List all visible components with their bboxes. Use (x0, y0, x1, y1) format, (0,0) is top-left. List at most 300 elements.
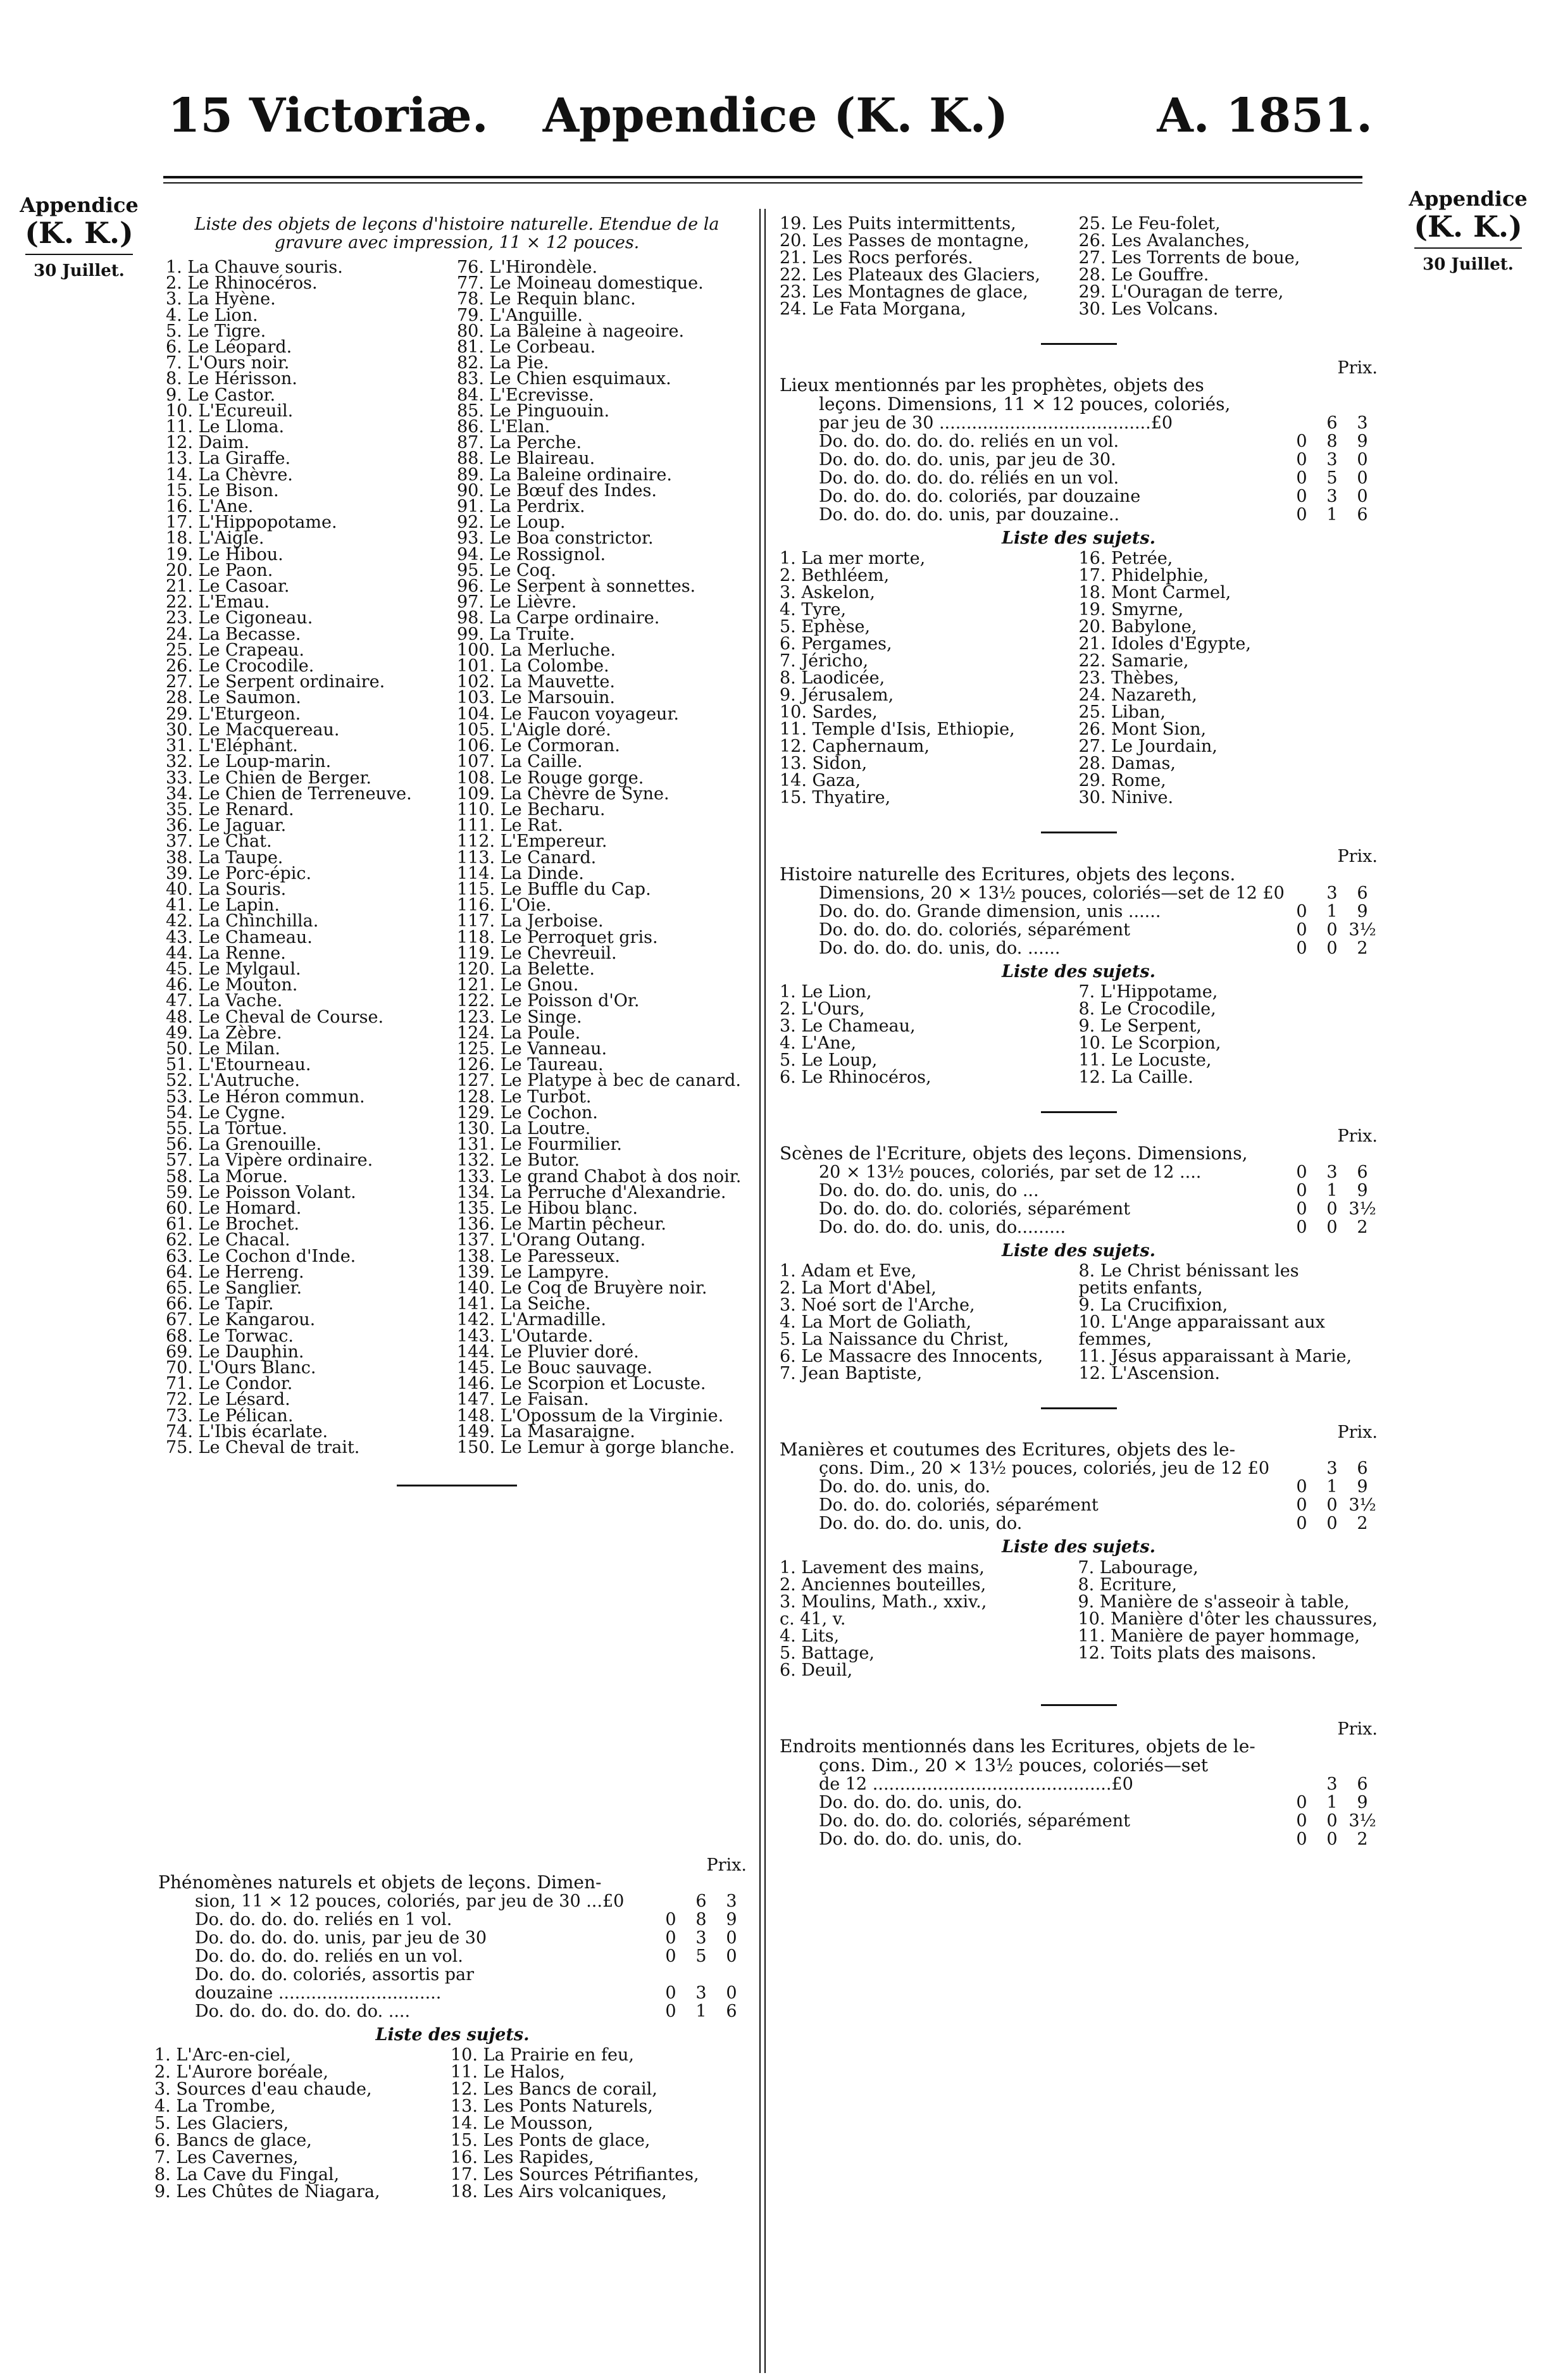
list-item: 27. Le Jourdain, (1078, 737, 1218, 757)
section-rule (1041, 1111, 1117, 1113)
list-item: 1. L'Arc-en-ciel, (154, 2045, 291, 2065)
list-item: 38. La Taupe. (166, 847, 283, 868)
list-item: 40. La Souris. (166, 879, 287, 899)
list-item: 60. Le Homard. (166, 1198, 302, 1218)
list-item: 14. Le Mousson, (451, 2114, 594, 2134)
list-item: 52. L'Autruche. (166, 1071, 300, 1091)
list-item: 7. Les Cavernes, (154, 2148, 299, 2168)
price-value: 0 (1296, 901, 1307, 921)
list-item: 81. Le Corbeau. (457, 337, 596, 358)
price-value: 0 (665, 1910, 676, 1930)
column-divider-2 (764, 209, 766, 2373)
list-item: 12. Toits plats des maisons. (1078, 1643, 1317, 1663)
list-item: 72. Le Lésard. (166, 1390, 290, 1410)
list-item: 28. Le Saumon. (166, 688, 301, 708)
price-value: 3½ (1349, 1199, 1376, 1219)
price-value: 6 (695, 1891, 707, 1912)
price-row (819, 451, 1378, 469)
scenes-prix: Prix. (1337, 1126, 1378, 1146)
manieres-price-table (819, 1459, 1378, 1533)
price-description: Dimensions, 20 × 13½ pouces, coloriés—set de 12 £0 (819, 883, 1285, 902)
list-item: 46. Le Mouton. (166, 975, 298, 995)
price-value: 9 (1357, 432, 1368, 452)
scenes-list-left (780, 1262, 1079, 1382)
list-item: 138. Le Paresseux. (457, 1246, 621, 1266)
scenes-list (780, 1262, 1378, 1382)
list-item: 7. Labourage, (1078, 1557, 1199, 1578)
natural-history-section (166, 215, 748, 1502)
list-item: 3. Moulins, Math., xxiv., (780, 1592, 987, 1612)
list-item: 83. Le Chien esquimaux. (457, 369, 671, 389)
price-value: 3 (695, 1983, 707, 2003)
price-row (819, 1478, 1378, 1496)
price-row (819, 1830, 1378, 1848)
price-description: Do. do. do. do. do. réliés en un vol. (819, 469, 1119, 488)
list-item: 61. Le Brochet. (166, 1214, 299, 1235)
list-item: 73. Le Pélican. (166, 1405, 294, 1426)
price-value: 3½ (1349, 1495, 1376, 1516)
natural-history-title-line1: Liste des objets de leçons d'histoire naturelle. Etendue de la (194, 215, 719, 234)
price-value: 5 (1326, 468, 1338, 489)
price-description: çons. Dim., 20 × 13½ pouces, coloriés, jeu de 12 £0 (819, 1459, 1269, 1478)
list-item: 96. Le Serpent à sonnettes. (457, 576, 696, 597)
list-item: 11. Le Lloma. (166, 417, 285, 437)
natural-history-list-left (166, 258, 457, 1458)
list-item: 10. L'Ange apparaissant aux (1078, 1312, 1325, 1333)
list-item: 9. La Crucifixion, (1078, 1295, 1228, 1316)
list-item: 35. Le Renard. (166, 799, 294, 819)
list-item: 26. Le Crocodile. (166, 656, 315, 676)
list-item: 100. La Merluche. (457, 640, 616, 660)
price-description: Do. do. do. do. do. reliés en un vol. (819, 432, 1119, 451)
list-item: 42. La Chinchilla. (166, 911, 319, 931)
phenomenes-prix: Prix. (706, 1855, 747, 1875)
price-description: Do. do. do. do. coloriés, séparément (819, 1811, 1131, 1830)
prophetes-list-left (780, 550, 1079, 806)
price-value: 1 (1326, 901, 1338, 921)
list-item: 121. Le Gnou. (457, 975, 579, 995)
list-item: 6. Le Léopard. (166, 337, 292, 358)
price-value: 0 (1326, 1218, 1338, 1238)
price-value: 6 (1357, 1774, 1368, 1794)
list-item: 5. Ephèse, (780, 617, 871, 637)
list-item: 9. Le Serpent, (1078, 1016, 1202, 1036)
list-item: 2. Bethléem, (780, 566, 890, 586)
list-item: 98. La Carpe ordinaire. (457, 608, 660, 628)
list-item: 78. Le Requin blanc. (457, 289, 636, 309)
price-value: 0 (1326, 1810, 1338, 1831)
price-value: 3 (1326, 883, 1338, 903)
list-item: 10. Le Scorpion, (1078, 1033, 1221, 1053)
price-row (819, 1163, 1378, 1181)
prophetes-list-right (1079, 550, 1378, 806)
price-description: Do. do. do. do. unis, do. (819, 1829, 1023, 1848)
list-item: 44. La Renne. (166, 943, 286, 963)
price-description: Do. do. do. do. unis, do. (819, 1514, 1023, 1533)
price-value: 9 (726, 1910, 737, 1930)
list-item: 110. Le Becharu. (457, 799, 606, 819)
prophetes-price-table (819, 414, 1378, 524)
price-row (195, 1984, 747, 2002)
list-item: 18. Mont Carmel, (1078, 583, 1231, 603)
scenes-price-table (819, 1163, 1378, 1237)
price-row (195, 1929, 747, 1947)
price-value: 1 (695, 2002, 707, 2022)
list-item: 84. L'Ecrevisse. (457, 385, 594, 405)
list-item: 92. Le Loup. (457, 513, 566, 533)
natural-history-list (166, 258, 748, 1458)
list-item: 11. Le Locuste, (1078, 1050, 1212, 1070)
header-rule-thick (163, 176, 1362, 178)
list-item: 1. La mer morte, (780, 549, 926, 569)
list-item: 125. Le Vanneau. (457, 1038, 607, 1059)
page-header (0, 89, 1551, 165)
price-description: par jeu de 30 .......................................£0 (819, 414, 1173, 433)
list-item: 15. Les Ponts de glace, (451, 2131, 651, 2151)
list-item: 111. Le Rat. (457, 816, 563, 836)
price-value: 0 (1296, 505, 1307, 525)
list-item: 8. Le Hérisson. (166, 369, 297, 389)
price-value: 0 (1357, 450, 1368, 470)
price-value: 1 (1326, 1477, 1338, 1497)
list-item: 13. La Giraffe. (166, 449, 291, 469)
list-item: 7. L'Hippotame, (1078, 981, 1218, 1002)
price-value: 0 (1296, 1514, 1307, 1534)
list-item: 12. Caphernaum, (780, 737, 930, 757)
list-item: 69. Le Dauphin. (166, 1342, 304, 1362)
price-row (819, 1496, 1378, 1514)
list-item: 3. Noé sort de l'Arche, (780, 1295, 975, 1316)
price-row (195, 2002, 747, 2021)
phenomenes-list (154, 2047, 747, 2200)
list-item: 119. Le Chevreuil. (457, 943, 617, 963)
list-item: 57. La Vipère ordinaire. (166, 1150, 373, 1171)
list-item: 50. Le Milan. (166, 1038, 280, 1059)
list-item: 15. Le Bison. (166, 480, 279, 501)
list-item: 16. L'Ane. (166, 497, 254, 517)
price-value: 0 (1296, 1792, 1307, 1812)
list-item: 28. Le Gouffre. (1078, 265, 1209, 285)
price-value: 1 (1326, 1792, 1338, 1812)
section-rule (1041, 1407, 1117, 1409)
price-value: 0 (1326, 1495, 1338, 1516)
list-item: 89. La Baleine ordinaire. (457, 464, 672, 485)
margin-note-left (0, 193, 158, 283)
phenomenes-section (154, 1855, 747, 2202)
list-item: 95. Le Coq. (457, 560, 556, 580)
price-value: 0 (1326, 1514, 1338, 1534)
price-row (819, 1459, 1378, 1478)
list-item: 5. Les Glaciers, (154, 2114, 289, 2134)
list-item: 101. La Colombe. (457, 656, 609, 676)
list-item: 7. Jéricho, (780, 651, 869, 671)
margin-date-right: 30 Juillet. (1414, 247, 1522, 277)
list-item: 6. Pergames, (780, 634, 892, 654)
price-value: 0 (665, 1947, 676, 1967)
list-item: 2. La Mort d'Abel, (780, 1278, 937, 1299)
price-description: sion, 11 × 12 pouces, coloriés, par jeu de 30 ...£0 (195, 1892, 625, 1911)
list-item: 17. L'Hippopotame. (166, 513, 337, 533)
list-item: 21. Les Rocs perforés. (780, 248, 973, 268)
list-item: 8. Le Crocodile, (1078, 999, 1216, 1019)
list-item: 65. Le Sanglier. (166, 1278, 302, 1298)
price-description: Do. do. do. unis, do. (819, 1478, 991, 1497)
list-item: 4. Le Lion. (166, 305, 258, 325)
list-item: 1. Le Lion, (780, 981, 872, 1002)
scenes-title: Scènes de l'Ecriture, objets des leçons. Dimensions, (780, 1143, 1248, 1164)
list-item: 8. Le Christ bénissant les (1078, 1261, 1299, 1281)
price-description: Do. do. do. Grande dimension, unis ...... (819, 902, 1161, 921)
header-center: Appendice (K. K.) (542, 89, 1009, 143)
manieres-prix: Prix. (1337, 1423, 1378, 1443)
list-item: 30. Les Volcans. (1078, 299, 1219, 319)
margin-note-right (1389, 187, 1547, 277)
list-item: 137. L'Orang Outang. (457, 1230, 646, 1250)
list-item: 82. La Pie. (457, 353, 549, 373)
list-item: 37. Le Chat. (166, 832, 272, 852)
list-item: 10. Manière d'ôter les chaussures, (1078, 1609, 1378, 1629)
phenomenes-title: Phénomènes naturels et objets de leçons. Dimen- (158, 1872, 602, 1893)
histoire-list-left (780, 983, 1079, 1086)
list-item: 9. Jérusalem, (780, 685, 894, 706)
phenomenes-price-table (195, 1892, 747, 2021)
price-value: 1 (1326, 505, 1338, 525)
prophetes-prix: Prix. (1337, 358, 1378, 378)
list-item: 127. Le Platype à bec de canard. (457, 1071, 742, 1091)
list-item: 17. Phidelphie, (1078, 566, 1209, 586)
section-rule (1041, 343, 1117, 345)
list-item: 32. Le Loup-marin. (166, 752, 332, 772)
list-item: 3. Askelon, (780, 583, 875, 603)
price-value (656, 1966, 686, 1984)
list-item: 88. Le Blaireau. (457, 449, 595, 469)
list-item: 75. Le Cheval de trait. (166, 1438, 360, 1458)
list-item: 25. Liban, (1078, 702, 1166, 723)
list-item: 76. L'Hirondèle. (457, 258, 598, 277)
list-item: 30. Le Macquereau. (166, 720, 340, 740)
margin-date: 30 Juillet. (25, 254, 133, 283)
list-item: 14. La Chèvre. (166, 464, 293, 485)
list-item: 2. Anciennes bouteilles, (780, 1574, 987, 1595)
price-row (819, 902, 1378, 921)
list-item: 19. Les Puits intermittents, (780, 214, 1016, 234)
price-row (819, 884, 1378, 902)
price-description: Do. do. do. do. coloriés, par douzaine (819, 487, 1141, 506)
list-item: 114. La Dinde. (457, 863, 584, 883)
price-value: 3 (1326, 1774, 1338, 1794)
list-item: 27. Les Torrents de boue, (1078, 248, 1300, 268)
list-item: 3. La Hyène. (166, 289, 276, 309)
endroits-section (780, 1721, 1378, 1848)
price-description: Do. do. do. coloriés, assortis par (195, 1966, 475, 1984)
price-row (819, 469, 1378, 487)
column-divider-1 (759, 209, 761, 2373)
list-item: 8. Ecriture, (1078, 1574, 1177, 1595)
price-description: Do. do. do. do. unis, par jeu de 30. (819, 451, 1116, 470)
phenomenes-cont-left (780, 215, 1079, 318)
list-item: 43. Le Chameau. (166, 927, 313, 947)
list-item: 55. La Tortue. (166, 1118, 288, 1138)
list-item: 85. Le Pinguouin. (457, 401, 610, 421)
price-value: 3 (1326, 1162, 1338, 1183)
list-item: 133. Le grand Chabot à dos noir. (457, 1166, 742, 1187)
price-value: 6 (1357, 883, 1368, 903)
histoire-price-table (819, 884, 1378, 957)
margin-kk: (K. K.) (25, 216, 134, 250)
price-row (819, 1793, 1378, 1812)
list-item: 87. La Perche. (457, 433, 582, 453)
list-item: 136. Le Martin pêcheur. (457, 1214, 666, 1235)
price-description: 20 × 13½ pouces, coloriés, par set de 12 .... (819, 1163, 1202, 1182)
price-value: 0 (1296, 1810, 1307, 1831)
list-item: 22. Samarie, (1078, 651, 1189, 671)
list-item: 19. Le Hibou. (166, 544, 283, 564)
list-item: 12. Daim. (166, 433, 250, 453)
list-item: 5. Battage, (780, 1643, 875, 1663)
list-item: 70. L'Ours Blanc. (166, 1358, 316, 1378)
list-item: 26. Les Avalanches, (1078, 231, 1250, 251)
list-item: 24. Le Fata Morgana, (780, 299, 966, 319)
list-item: 126. Le Taureau. (457, 1055, 604, 1075)
list-item: 71. Le Condor. (166, 1374, 293, 1394)
list-item: 7. L'Ours noir. (166, 353, 290, 373)
price-value: 0 (665, 2002, 676, 2022)
right-column (780, 215, 1378, 1848)
list-item: 23. Thèbes, (1078, 668, 1180, 688)
histoire-list-title: Liste des sujets. (1002, 961, 1155, 981)
price-value: 0 (1296, 487, 1307, 507)
section-rule (1041, 832, 1117, 833)
list-item: 4. La Trombe, (154, 2097, 276, 2117)
list-item: 128. Le Turbot. (457, 1087, 592, 1107)
price-row (819, 432, 1378, 451)
list-item: 93. Le Boa constrictor. (457, 528, 654, 549)
price-description: Do. do. do. do. unis, do ... (819, 1181, 1039, 1200)
list-item: 28. Damas, (1078, 754, 1176, 774)
scenes-section (780, 1128, 1378, 1382)
list-item: 13. Les Ponts Naturels, (451, 2097, 653, 2117)
list-item: 21. Idoles d'Egypte, (1078, 634, 1251, 654)
list-item: 12. L'Ascension. (1078, 1364, 1220, 1384)
list-item: 143. L'Outarde. (457, 1326, 594, 1346)
manieres-title: Manières et coutumes des Ecritures, objets des le- (780, 1439, 1236, 1461)
price-value: 5 (695, 1947, 707, 1967)
margin-appendice: Appendice (20, 193, 139, 217)
price-row (819, 1200, 1378, 1218)
price-value: 8 (695, 1910, 707, 1930)
list-item: 16. Les Rapides, (451, 2148, 594, 2168)
list-item: 56. La Grenouille. (166, 1135, 322, 1155)
list-item: 6. Le Rhinocéros, (780, 1067, 931, 1087)
list-item: 118. Le Perroquet gris. (457, 927, 658, 947)
list-item: 20. Babylone, (1078, 617, 1197, 637)
price-value: 0 (1296, 1495, 1307, 1516)
list-item: 23. Les Montagnes de glace, (780, 282, 1028, 302)
list-item: 3. Le Chameau, (780, 1016, 916, 1036)
price-description: Do. do. do. coloriés, séparément (819, 1496, 1099, 1515)
natural-history-title-line2: gravure avec impression, 11 × 12 pouces. (274, 233, 640, 252)
list-item: 2. L'Aurore boréale, (154, 2062, 328, 2083)
price-description: Do. do. do. do. coloriés, séparément (819, 920, 1131, 939)
price-value: 0 (1296, 468, 1307, 489)
list-item: 4. La Mort de Goliath, (780, 1312, 972, 1333)
prophetes-title-1: Lieux mentionnés par les prophètes, objets des (780, 375, 1204, 396)
list-item: 20. Le Paon. (166, 560, 273, 580)
list-item: 2. L'Ours, (780, 999, 865, 1019)
price-row (819, 414, 1378, 432)
list-item: 12. La Caille. (1078, 1067, 1193, 1087)
price-value: 0 (665, 1983, 676, 2003)
price-value: 3 (1357, 413, 1368, 433)
price-value: 6 (1326, 413, 1338, 433)
price-value (716, 1966, 747, 1984)
list-item: 19. Smyrne, (1078, 600, 1184, 620)
list-item: 8. La Cave du Fingal, (154, 2165, 340, 2185)
price-value: 3 (695, 1928, 707, 1948)
list-item: 41. Le Lapin. (166, 895, 280, 916)
list-item: 124. La Poule. (457, 1023, 581, 1043)
list-item: 109. La Chèvre de Syne. (457, 783, 670, 804)
price-value: 0 (1296, 1218, 1307, 1238)
list-item: 102. La Mauvette. (457, 672, 615, 692)
list-item: 1. La Chauve souris. (166, 258, 343, 277)
price-value: 0 (1357, 468, 1368, 489)
list-item: 17. Les Sources Pétrifiantes, (451, 2165, 699, 2185)
histoire-ecritures-section (780, 849, 1378, 1085)
price-value (686, 1966, 716, 1984)
list-item: 150. Le Lemur à gorge blanche. (457, 1438, 735, 1458)
price-value: 0 (665, 1928, 676, 1948)
price-description: Do. do. do. do. do. do. .... (195, 2002, 411, 2021)
list-item: 18. L'Aigle. (166, 528, 265, 549)
endroits-prix: Prix. (1337, 1719, 1378, 1739)
list-item: 142. L'Armadille. (457, 1310, 606, 1330)
list-item: 105. L'Aigle doré. (457, 720, 611, 740)
price-description: Do. do. do. do. coloriés, séparément (819, 1200, 1131, 1219)
price-row (195, 1910, 747, 1929)
list-item: 33. Le Chien de Berger. (166, 768, 372, 788)
manieres-list-left (780, 1559, 1078, 1679)
price-row (819, 1181, 1378, 1200)
price-value: 3 (1326, 487, 1338, 507)
histoire-list-right (1079, 983, 1378, 1086)
list-item: 9. Manière de s'asseoir à table, (1078, 1592, 1350, 1612)
price-value: 6 (726, 2002, 737, 2022)
list-item: 94. Le Rossignol. (457, 544, 606, 564)
list-item: 99. La Truite. (457, 624, 575, 644)
list-item: 11. Le Halos, (451, 2062, 565, 2083)
list-item: 77. Le Moineau domestique. (457, 273, 704, 294)
list-item: 15. Thyatire, (780, 788, 891, 808)
list-item: 90. Le Bœuf des Indes. (457, 480, 657, 501)
list-item: 116. L'Oie. (457, 895, 552, 916)
list-item: 11. Temple d'Isis, Ethiopie, (780, 720, 1015, 740)
price-value: 0 (1326, 919, 1338, 940)
list-item: 112. L'Empereur. (457, 832, 607, 852)
list-item: 24. La Becasse. (166, 624, 301, 644)
list-item: 106. Le Cormoran. (457, 736, 620, 756)
list-item: 16. Petrée, (1078, 549, 1173, 569)
price-value: 0 (1326, 1829, 1338, 1849)
price-value: 3½ (1349, 919, 1376, 940)
list-item: 47. La Vache. (166, 991, 283, 1011)
list-item: 86. L'Elan. (457, 417, 551, 437)
list-item: 131. Le Fourmilier. (457, 1135, 623, 1155)
price-row (819, 1218, 1378, 1237)
list-item: 13. Sidon, (780, 754, 868, 774)
list-item: 140. Le Coq de Bruyère noir. (457, 1278, 707, 1298)
list-item: 26. Mont Sion, (1078, 720, 1207, 740)
